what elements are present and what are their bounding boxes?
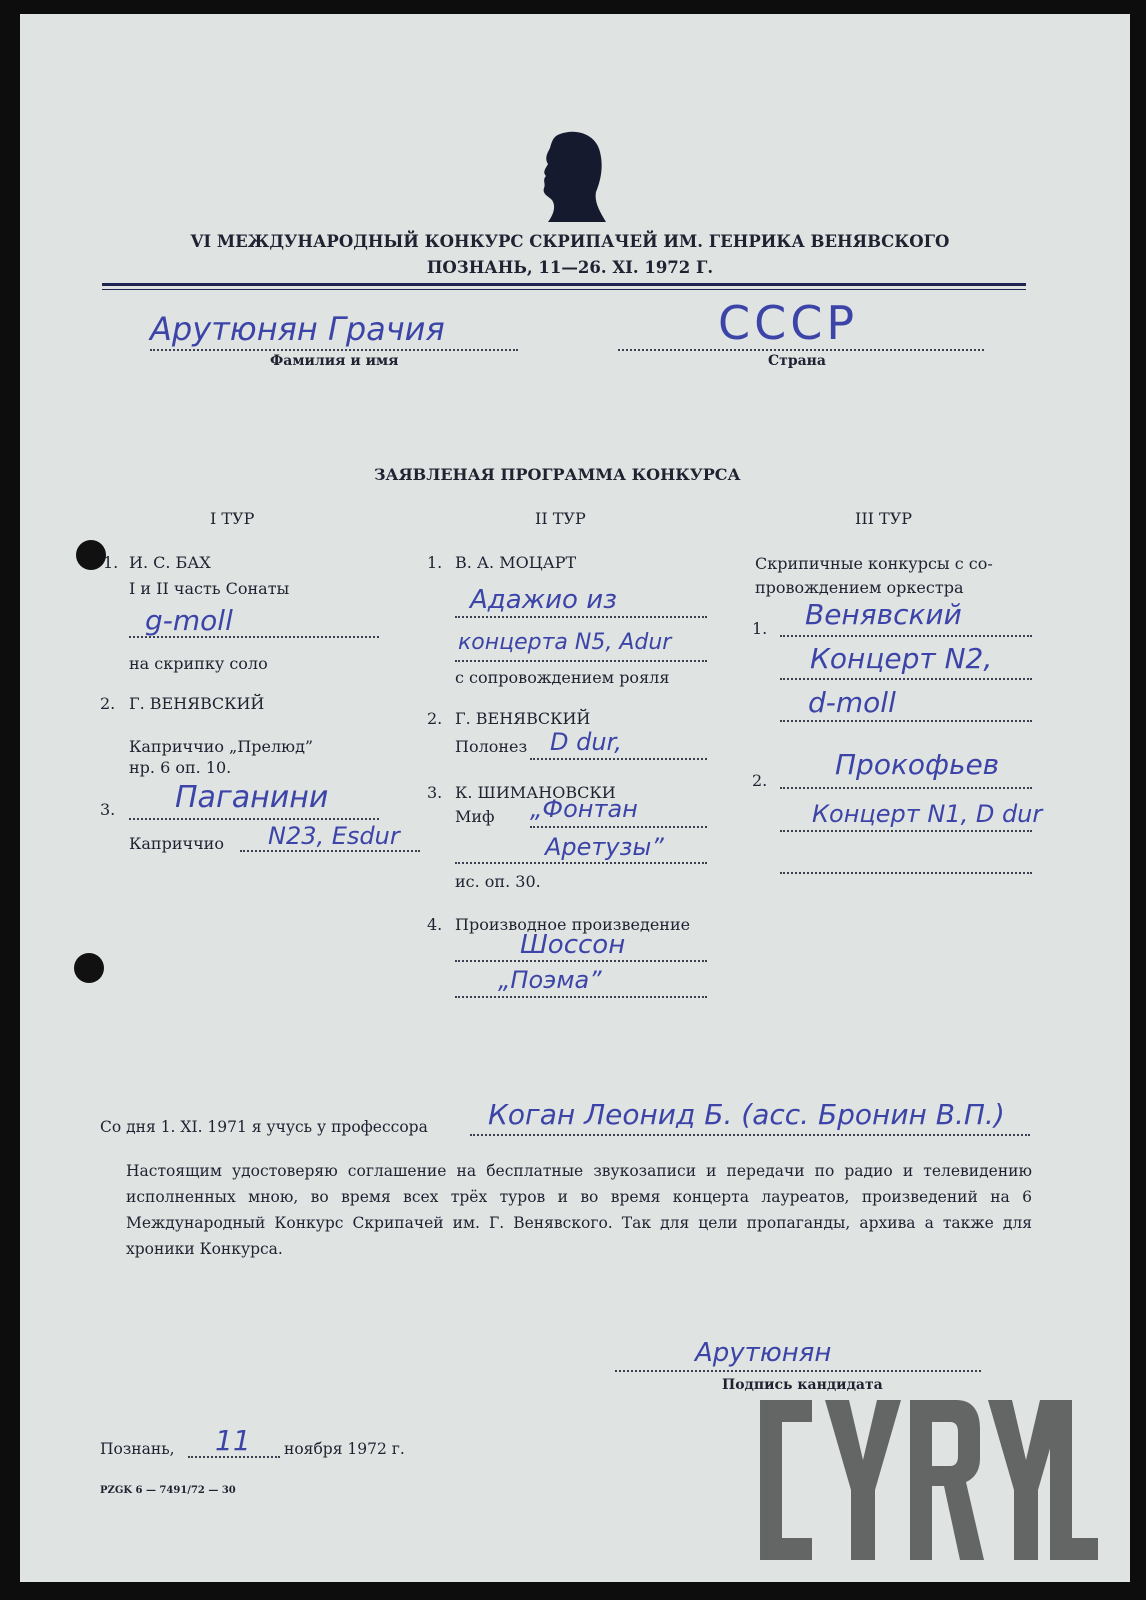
- header-rule-thin: [102, 289, 1026, 290]
- name-label: Фамилия и имя: [270, 353, 399, 369]
- r1-item3-underline2: [240, 850, 420, 852]
- r3-item2-line1[interactable]: Прокофьев: [835, 748, 1000, 781]
- r3-item2-underline1: [780, 787, 1032, 789]
- r1-item1-composer: И. С. БАХ: [129, 553, 211, 572]
- signature-field[interactable]: Арутюнян: [695, 1338, 832, 1368]
- r2-item4-work-line2[interactable]: „Поэма”: [498, 966, 602, 994]
- cyryl-watermark: [750, 1380, 1100, 1580]
- r2-item2-key[interactable]: D dur,: [550, 728, 622, 756]
- r1-item1-key[interactable]: g-moll: [145, 604, 233, 637]
- r3-num1: 1.: [752, 619, 768, 638]
- r2-item1-underline2: [455, 660, 707, 662]
- r2-item1-underline1: [455, 616, 707, 618]
- r1-item1-line3: на скрипку соло: [129, 654, 268, 673]
- r2-item4-work-line1[interactable]: Шоссон: [520, 930, 626, 960]
- footer-code: PZGK 6 — 7491/72 — 30: [100, 1485, 236, 1496]
- portrait-silhouette-icon: [538, 130, 608, 225]
- round2-heading: II ТУР: [535, 509, 586, 528]
- r2-item2-label: Полонез: [455, 737, 528, 756]
- round3-heading: III ТУР: [855, 509, 913, 528]
- contest-dates: ПОЗНАНЬ, 11—26. XI. 1972 Г.: [426, 258, 714, 277]
- r2-item4-underline1: [455, 960, 707, 962]
- r3-intro-line2: провождением оркестра: [755, 578, 964, 597]
- r1-item3-composer[interactable]: Паганини: [175, 780, 329, 815]
- r2-item1-line2: с сопровождением рояля: [455, 668, 670, 687]
- r3-item1-underline1: [780, 635, 1032, 637]
- r3-item1-line2[interactable]: Концерт N2,: [810, 642, 993, 675]
- r1-item3-label: Каприччио: [129, 834, 224, 853]
- signature-label: Подпись кандидата: [722, 1377, 883, 1393]
- consent-text: Настоящим удостоверяю соглашение на бесплатные звукозаписи и передачи по радио и телевидению исполненных мною, во время всех трёх туров и во время концерта лауреатов, произведений на 6 Международный Конкурс Скрипачей им. Г. Венявского. Так для цели пропаганды, архива а также для хроники Конкурса.: [126, 1162, 1032, 1258]
- r2-item3-work-line2[interactable]: Аретузы”: [545, 833, 664, 861]
- contest-title: VI МЕЖДУНАРОДНЫЙ КОНКУРС СКРИПАЧЕЙ ИМ. ГЕНРИКА ВЕНЯВСКОГО: [190, 232, 950, 251]
- signature-underline: [615, 1370, 981, 1372]
- r2-num1: 1.: [427, 553, 443, 572]
- r2-num4: 4.: [427, 915, 443, 934]
- country-underline: [618, 349, 984, 351]
- program-title: ЗАЯВЛЕНАЯ ПРОГРАММА КОНКУРСА: [374, 465, 741, 484]
- r3-item2-underline3: [780, 872, 1032, 874]
- r3-item1-underline3: [780, 720, 1032, 722]
- professor-field[interactable]: Коган Леонид Б. (асс. Бронин В.П.): [488, 1098, 1005, 1131]
- r1-num1: 1.: [103, 553, 119, 572]
- r3-item1-line1[interactable]: Венявский: [805, 598, 962, 631]
- round1-heading: I ТУР: [210, 509, 255, 528]
- country-label: Страна: [768, 353, 826, 369]
- r3-item1-underline2: [780, 678, 1032, 680]
- r3-num2: 2.: [752, 771, 768, 790]
- r2-item1-work-line2[interactable]: концерта N5, Adur: [458, 630, 672, 655]
- r2-item4-underline2: [455, 996, 707, 998]
- r2-item3-underline2: [455, 862, 707, 864]
- date-prefix: Познань,: [100, 1440, 175, 1458]
- r3-item1-line3[interactable]: d-moll: [808, 686, 896, 719]
- r2-item1-composer: В. А. МОЦАРТ: [455, 553, 577, 572]
- date-underline: [188, 1456, 280, 1458]
- r2-num3: 3.: [427, 783, 443, 802]
- r1-item1-underline: [129, 636, 379, 638]
- r1-item2-composer: Г. ВЕНЯВСКИЙ: [129, 694, 265, 713]
- r1-item2-line2: Каприччио „Прелюд”: [129, 737, 314, 756]
- r3-intro-line1: Скрипичные конкурсы с со-: [755, 554, 993, 573]
- header-rule: [102, 283, 1026, 286]
- r1-item3-underline: [129, 818, 379, 820]
- punch-hole-top: [76, 540, 106, 570]
- r2-item4-label: Производное произведение: [455, 915, 691, 934]
- r2-item3-work-line1[interactable]: „Фонтан: [530, 795, 638, 823]
- r2-item2-underline: [530, 758, 707, 760]
- name-underline: [150, 349, 518, 351]
- professor-underline: [470, 1134, 1030, 1136]
- country-field[interactable]: СССР: [718, 296, 859, 350]
- r2-item3-underline1: [530, 826, 707, 828]
- r3-item2-line2[interactable]: Концерт N1, D dur: [812, 800, 1043, 828]
- date-day-field[interactable]: 11: [215, 1424, 251, 1457]
- punch-hole-bottom: [74, 953, 104, 983]
- r2-item3-composer: К. ШИМАНОВСКИ: [455, 783, 616, 802]
- r1-num3: 3.: [100, 800, 116, 819]
- r1-item2-line3: нр. 6 оп. 10.: [129, 758, 232, 777]
- r1-item1-line2: I и II часть Сонаты: [129, 579, 290, 598]
- r2-item2-composer: Г. ВЕНЯВСКИЙ: [455, 709, 591, 728]
- r1-num2: 2.: [100, 694, 116, 713]
- r2-item1-work-line1[interactable]: Адажио из: [470, 585, 617, 615]
- r2-item3-label: Миф: [455, 807, 495, 826]
- name-field[interactable]: Арутюнян Грачия: [150, 310, 445, 348]
- r1-item3-work[interactable]: N23, Esdur: [268, 822, 400, 850]
- date-suffix: ноября 1972 г.: [284, 1440, 405, 1458]
- r2-item3-line2: ис. оп. 30.: [455, 872, 541, 891]
- professor-label: Со дня 1. XI. 1971 я учусь у профессора: [100, 1118, 428, 1136]
- r2-num2: 2.: [427, 709, 443, 728]
- r3-item2-underline2: [780, 830, 1032, 832]
